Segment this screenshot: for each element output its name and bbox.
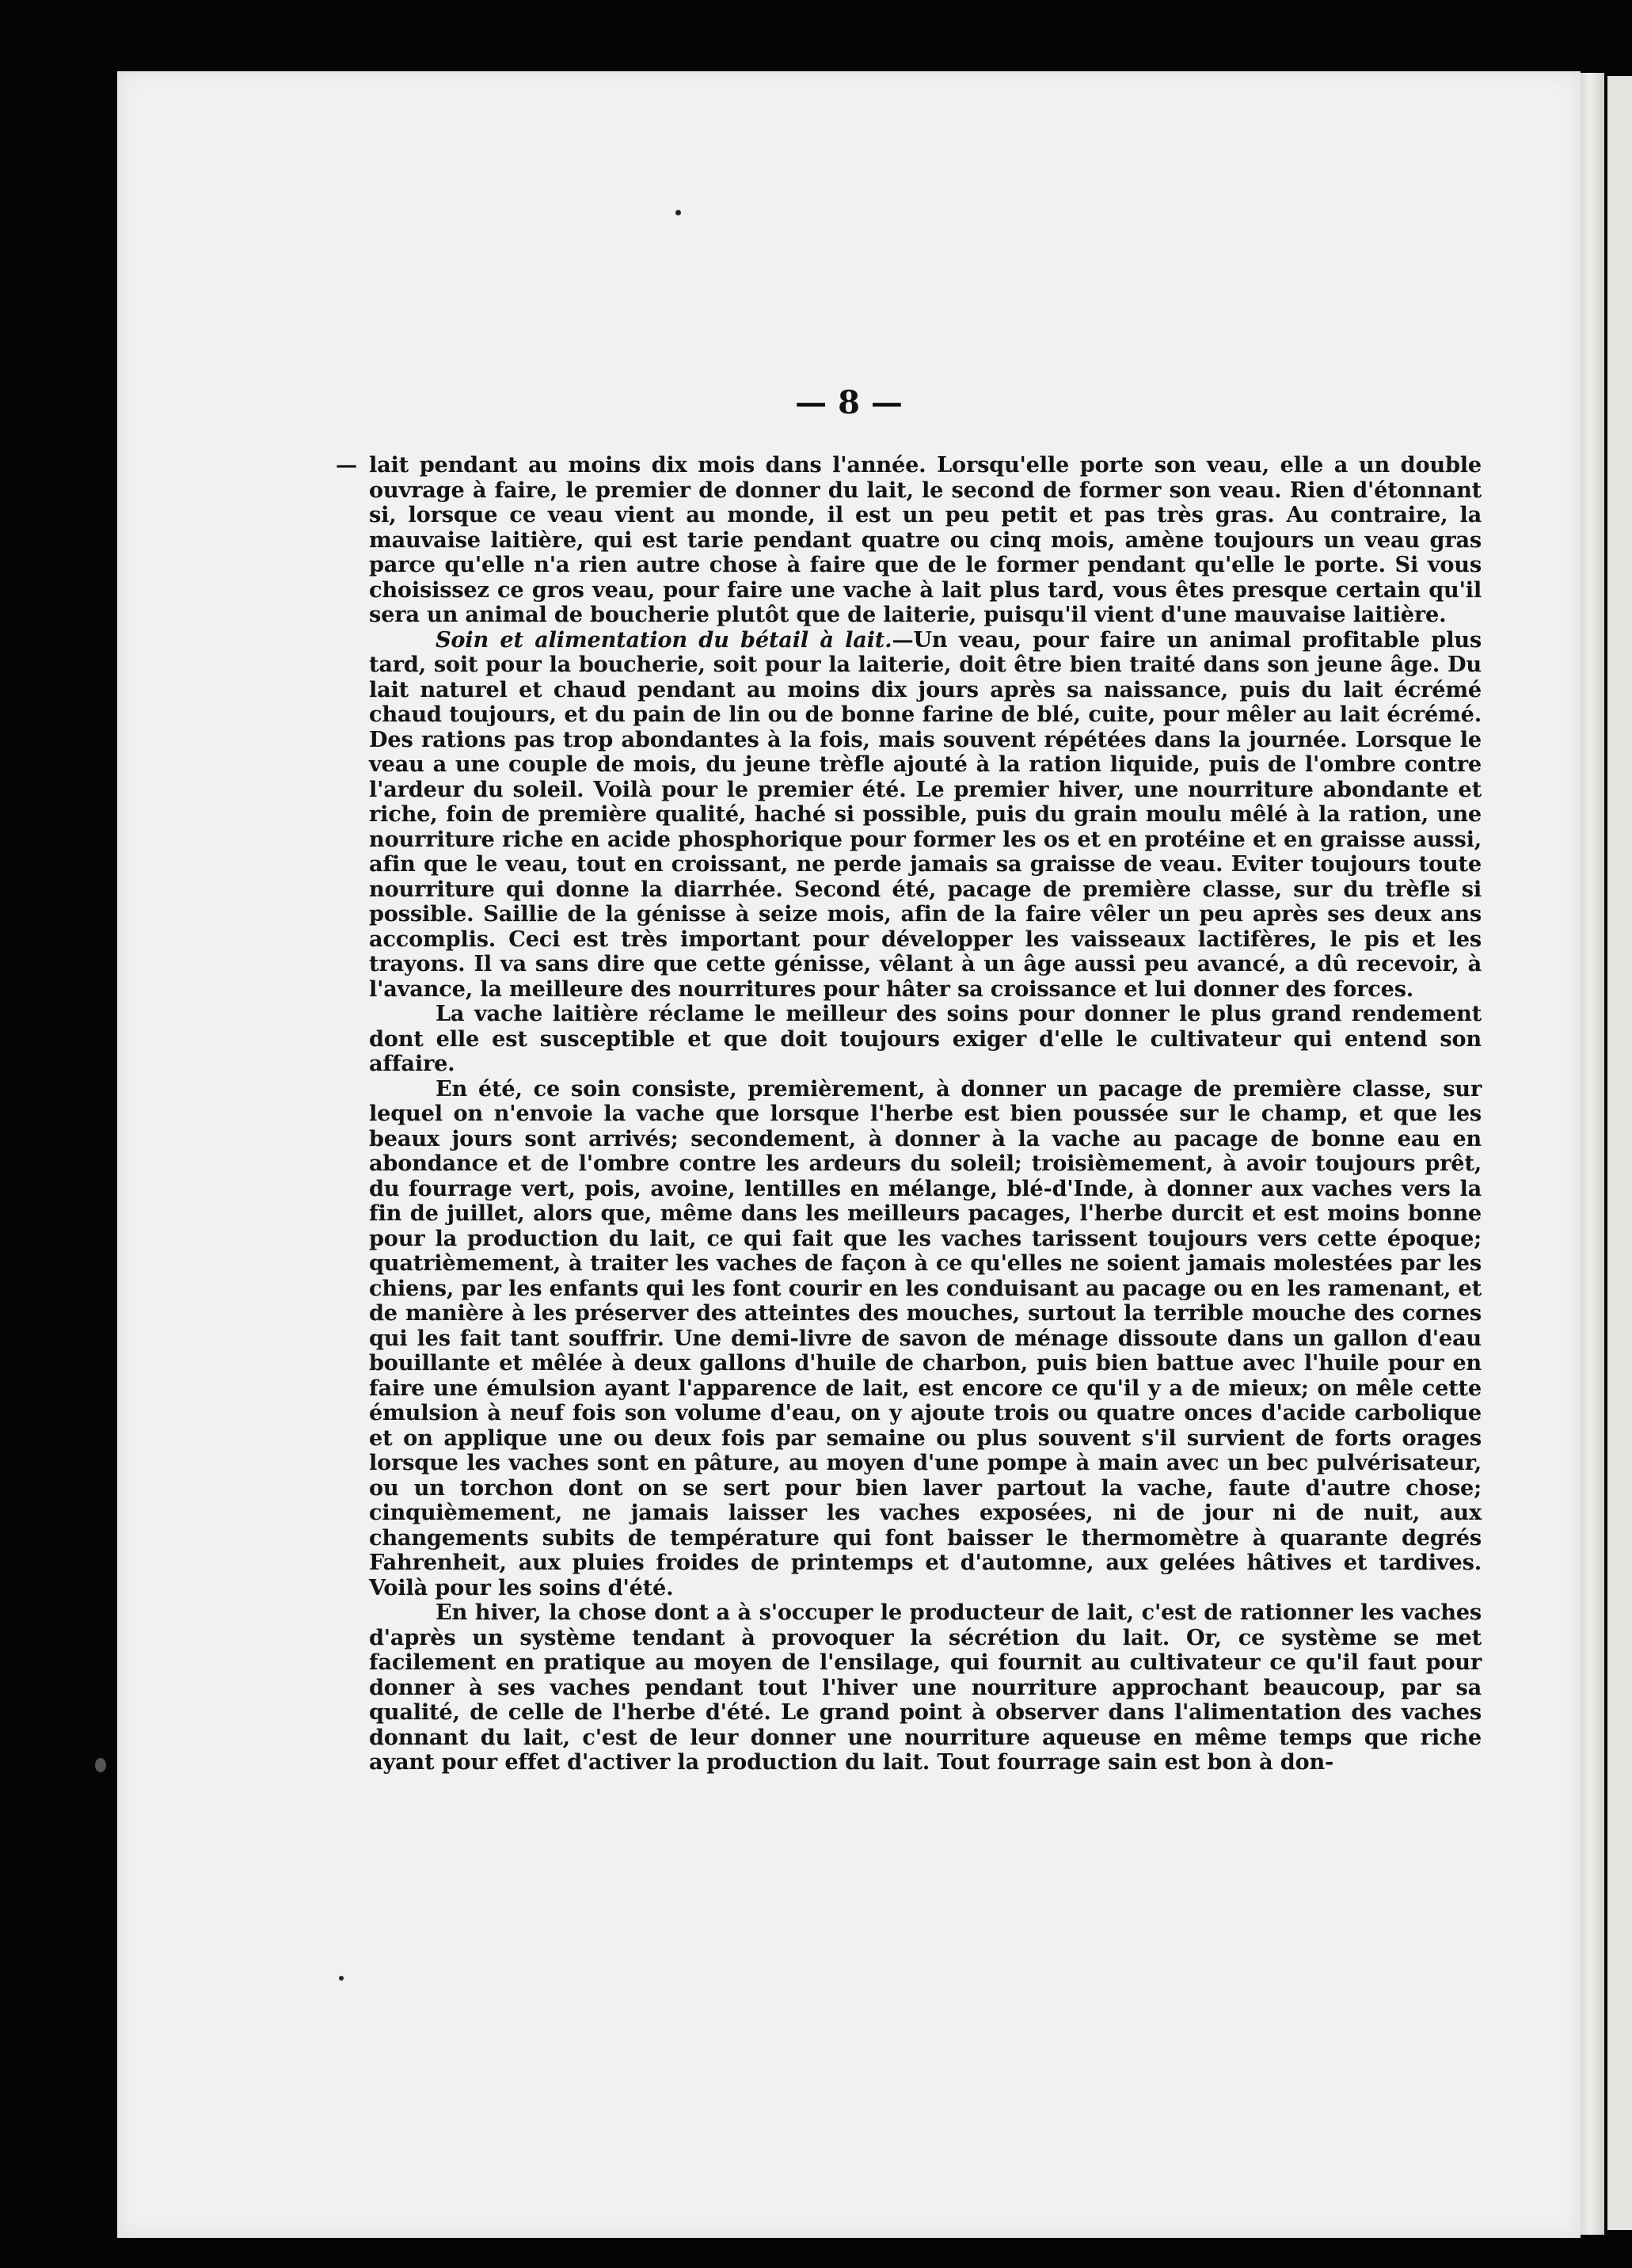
continuation-dash: —: [336, 452, 357, 478]
page-number: — 8 —: [795, 384, 903, 421]
scan-speck: [339, 1976, 344, 1981]
scan-speck: [675, 210, 681, 215]
paragraph-text: —Un veau, pour faire un animal profitable plus tard, soit pour la boucherie, soit pour la laiterie, doit être bien traité dans son jeune âge. Du lait naturel et chaud pendant au moins dix jours après sa naissance, puis du lait écrémé chaud toujours, et du pain de lin ou de bonne farine de blé, cuite, pour mêler au lait écrémé. Des rations pas trop abondantes à la fois, mais souvent répétées dans la journée. Lorsque le veau a une couple de mois, du jeune trèfle ajouté à la ration liquide, puis de l'ombre contre l'ardeur du soleil. Voilà pour le premier été. Le premier hiver, une nourriture abondante et riche, foin de première qualité, haché si possible, puis du grain moulu mêlé à la ration, une nourriture riche en acide phosphorique pour former les os et en protéine et en graisse aussi, afin que le veau, tout en croissant, ne perde jamais sa graisse de veau. Eviter toujours toute nourriture qui donne la diarrhée. Second été, pacage de première classe, sur du trèfle si possible. Saillie de la génisse à seize mois, afin de la faire vêler un peu après ses deux ans accomplis. Ceci est très important pour développer les vaisseaux lactifères, le pis et les trayons. Il va sans dire que cette génisse, vêlant à un âge aussi peu avancé, a dû recevoir, à l'avance, la meilleure des nourritures pour hâter sa croissance et lui donner des forces.: [369, 626, 1482, 1002]
paragraph-text: La vache laitière réclame le meilleur des soins pour donner le plus grand rendement dont elle est susceptible et que doit toujours exiger d'elle le cultivateur qui entend son affaire.: [369, 1001, 1482, 1076]
body-text: [336, 452, 1482, 1775]
paragraph: [369, 628, 1482, 1003]
book-page: [117, 71, 1581, 2238]
paragraph: [369, 1002, 1482, 1077]
paragraph-text: En été, ce soin consiste, premièrement, à donner un pacage de première classe, sur lequel on n'envoie la vache que lorsque l'herbe est bien poussée sur le champ, et que les beaux jours sont arrivés; secondement, à donner à la vache au pacage de bonne eau en abondance et de l'ombre contre les ardeurs du soleil; troisièmement, à avoir toujours prêt, du fourrage vert, pois, avoine, lentilles en mélange, blé-d'Inde, à donner aux vaches vers la fin de juillet, alors que, même dans les meilleurs pacages, l'herbe durcit et est moins bonne pour la production du lait, ce qui fait que les vaches tarissent toujours vers cette époque; quatrièmement, à traiter les vaches de façon à ce qu'elles ne soient jamais molestées par les chiens, par les enfants qui les font courir en les conduisant au pacage ou en les ramenant, et de manière à les préserver des atteintes des mouches, surtout la terrible mouche des cornes qui les fait tant souffrir. Une demi-livre de savon de ménage dissoute dans un gallon d'eau bouillante et mêlée à deux gallons d'huile de charbon, puis bien battue avec l'huile pour en faire une émulsion ayant l'apparence de lait, est encore ce qu'il y a de mieux; on mêle cette émulsion à neuf fois son volume d'eau, on y ajoute trois ou quatre onces d'acide carbolique et on applique une ou deux fois par semaine ou plus souvent s'il survient de forts orages lorsque les vaches sont en pâture, au moyen d'une pompe à main avec un bec pulvérisateur, ou un torchon dont on se sert pour bien laver partout la vache, faute d'autre chose; cinquièmement, ne jamais laisser les vaches exposées, ni de jour ni de nuit, aux changements subits de température qui font baisser le thermomètre à quarante degrés Fahrenheit, aux pluies froides de printemps et d'automne, aux gelées hâtives et tardives. Voilà pour les soins d'été.: [369, 1075, 1482, 1600]
scan-speck: [95, 1758, 106, 1772]
page-edge: [1581, 73, 1604, 2235]
paragraph: [369, 1077, 1482, 1601]
paragraph: [369, 1600, 1482, 1775]
section-heading: Soin et alimentation du bétail à lait.: [436, 626, 892, 653]
paragraph-text: En hiver, la chose dont a à s'occuper le producteur de lait, c'est de rationner les vaches d'après un système tendant à provoquer la sécrétion du lait. Or, ce système se met facilement en pratique au moyen de l'ensilage, qui fournit au cultivateur ce qu'il faut pour donner à ses vaches pendant tout l'hiver une nourriture approchant beaucoup, par sa qualité, de celle de l'herbe d'été. Le grand point à observer dans l'alimentation des vaches donnant du lait, c'est de leur donner une nourriture aqueuse en même temps que riche ayant pour effet d'activer la production du lait. Tout fourrage sain est bon à don-: [369, 1600, 1482, 1775]
paragraph: [336, 452, 1482, 628]
adjacent-leaf: [1607, 76, 1632, 2230]
paragraph-text: lait pendant au moins dix mois dans l'année. Lorsqu'elle porte son veau, elle a un double ouvrage à faire, le premier de donner du lait, le second de former son veau. Rien d'étonnant si, lorsque ce veau vient au monde, il est un peu petit et pas très gras. Au contraire, la mauvaise laitière, qui est tarie pendant quatre ou cinq mois, amène toujours un veau gras parce qu'elle n'a rien autre chose à faire que de le former pendant qu'elle le porte. Si vous choisissez ce gros veau, pour faire une vache à lait plus tard, vous êtes presque certain qu'il sera un animal de boucherie plutôt que de laiterie, puisqu'il vient d'une mauvaise laitière.: [369, 452, 1482, 627]
